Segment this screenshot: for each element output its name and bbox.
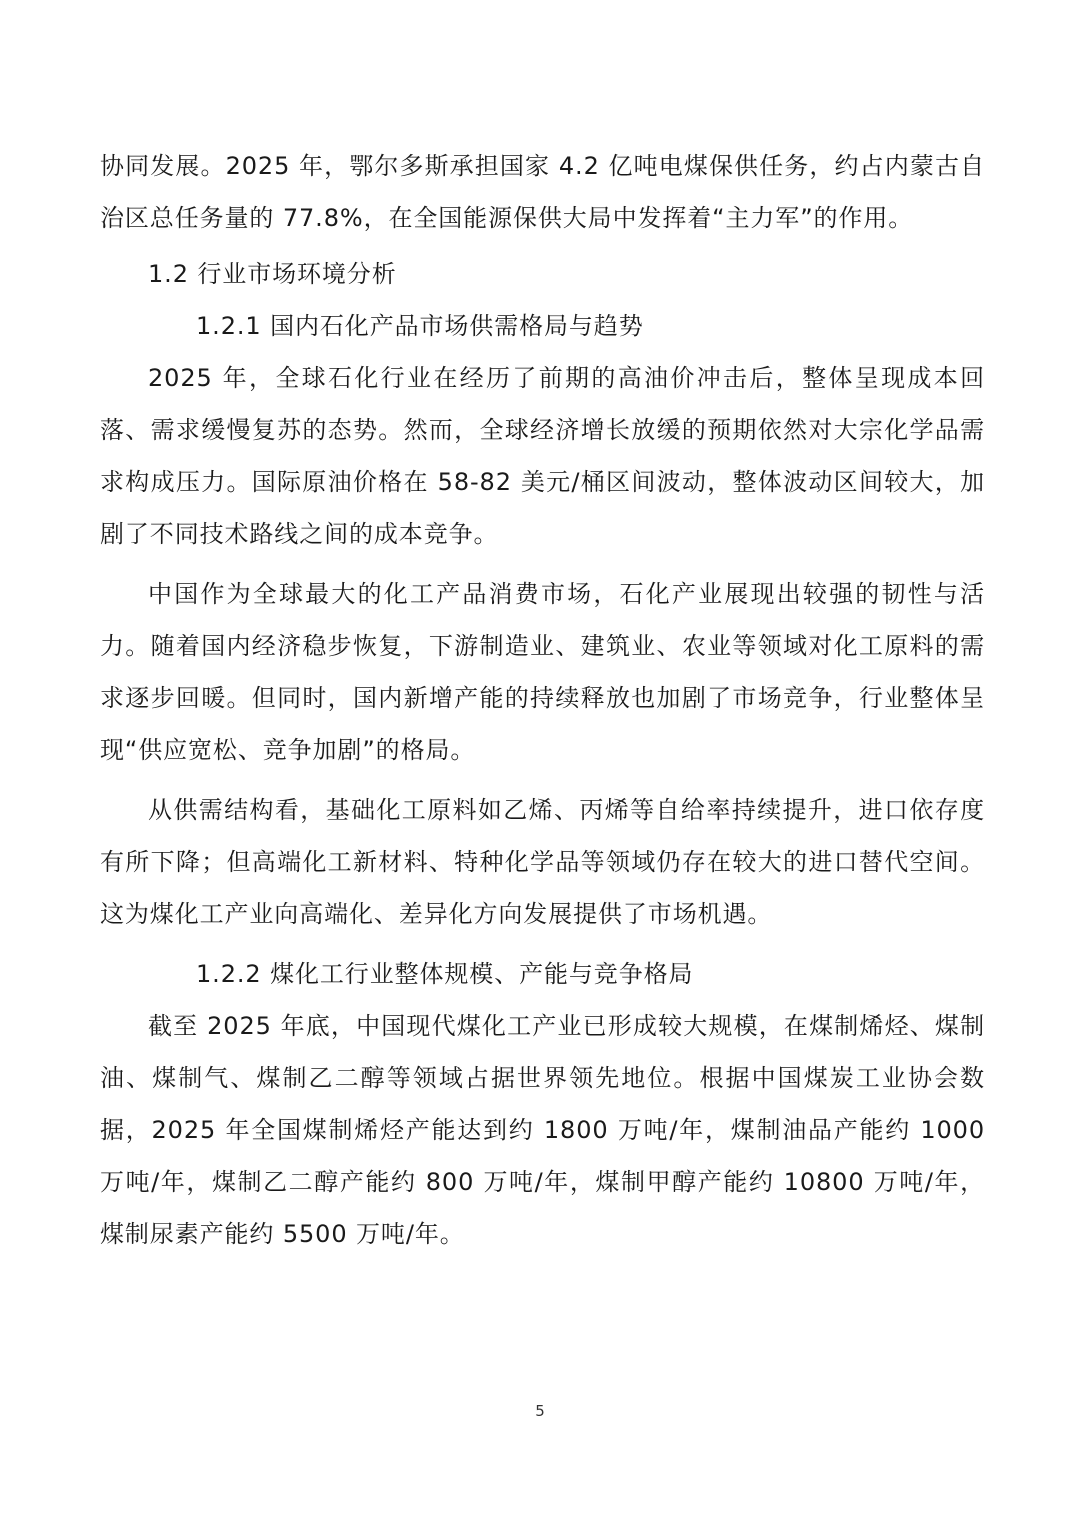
page-body	[100, 140, 985, 1260]
section-heading-1-2: 1.2 行业市场环境分析	[148, 260, 397, 288]
paragraph-supply-demand: 从供需结构看，基础化工原料如乙烯、丙烯等自给率持续提升，进口依存度有所下降；但高端化工新材料、特种化学品等领域仍存在较大的进口替代空间。这为煤化工产业向高端化、差异化方向发展提供了市场机遇。	[100, 796, 985, 928]
paragraph-china-market: 中国作为全球最大的化工产品消费市场，石化产业展现出较强的韧性与活力。随着国内经济稳步恢复，下游制造业、建筑业、农业等领域对化工原料的需求逐步回暖。但同时，国内新增产能的持续释放也加剧了市场竞争，行业整体呈现“供应宽松、竞争加剧”的格局。	[100, 580, 985, 764]
subsection-heading-1-2-1: 1.2.1 国内石化产品市场供需格局与趋势	[196, 312, 644, 340]
continuation-paragraph: 协同发展。2025 年，鄂尔多斯承担国家 4.2 亿吨电煤保供任务，约占内蒙古自治区总任务量的 77.8%，在全国能源保供大局中发挥着“主力军”的作用。	[100, 152, 985, 232]
page-number: 5	[535, 1402, 545, 1420]
paragraph-global-market: 2025 年，全球石化行业在经历了前期的高油价冲击后，整体呈现成本回落、需求缓慢复苏的态势。然而，全球经济增长放缓的预期依然对大宗化学品需求构成压力。国际原油价格在 58-82 美元/桶区间波动，整体波动区间较大，加剧了不同技术路线之间的成本竞争。	[100, 364, 985, 548]
paragraph-coal-chemical-capacity: 截至 2025 年底，中国现代煤化工产业已形成较大规模，在煤制烯烃、煤制油、煤制气、煤制乙二醇等领域占据世界领先地位。根据中国煤炭工业协会数据，2025 年全国煤制烯烃产能达到约 1800 万吨/年，煤制油品产能约 1000 万吨/年，煤制乙二醇产能约 800 万吨/年，煤制甲醇产能约 10800 万吨/年，煤制尿素产能约 5500 万吨/年。	[100, 1012, 985, 1248]
subsection-heading-1-2-2: 1.2.2 煤化工行业整体规模、产能与竞争格局	[196, 960, 694, 988]
